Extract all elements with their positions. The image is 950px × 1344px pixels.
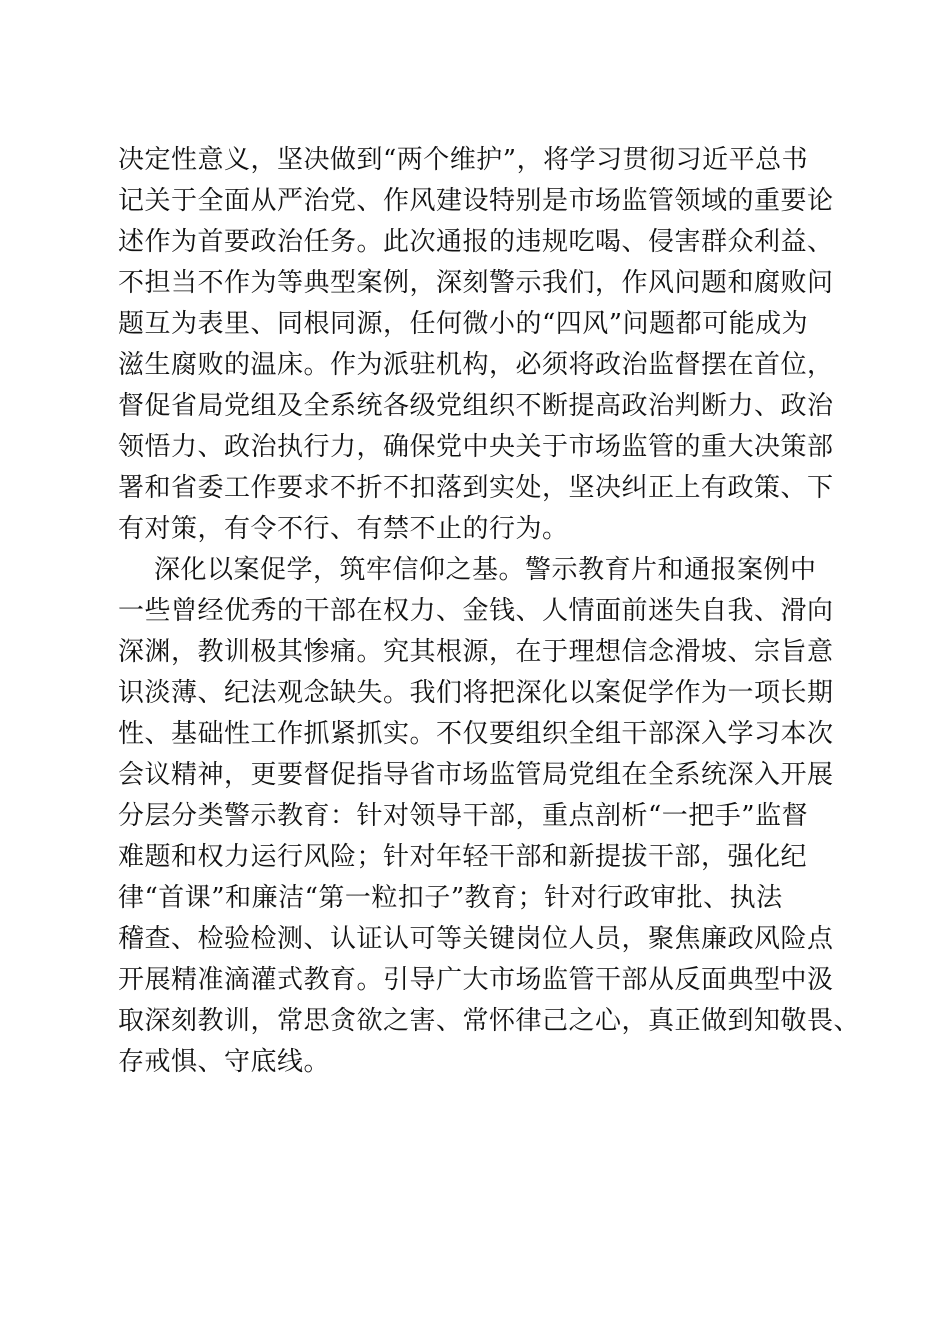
- paragraph-line: 署和省委工作要求不折不扣落到实处，坚决纠正上有政策、下: [118, 473, 834, 503]
- paragraph-1: [118, 140, 838, 550]
- paragraph-2: [118, 550, 861, 1083]
- paragraph-line: 有对策，有令不行、有禁不止的行为。: [118, 514, 569, 544]
- paragraph-line: 不担当不作为等典型案例，深刻警示我们，作风问题和腐败问: [118, 268, 834, 298]
- paragraph-line: 开展精准滴灌式教育。引导广大市场监管干部从反面典型中汲: [118, 965, 834, 995]
- paragraph-line: 性、基础性工作抓紧抓实。不仅要组织全组干部深入学习本次: [118, 719, 834, 749]
- document-body: [118, 140, 861, 1083]
- paragraph-line: 记关于全面从严治党、作风建设特别是市场监管领域的重要论: [118, 186, 834, 216]
- paragraph-line: 深渊，教训极其惨痛。究其根源，在于理想信念滑坡、宗旨意: [118, 637, 834, 667]
- paragraph-line: 领悟力、政治执行力，确保党中央关于市场监管的重大决策部: [118, 432, 834, 462]
- paragraph-line: 律“首课”和廉洁“第一粒扣子”教育；针对行政审批、执法: [118, 883, 783, 913]
- paragraph-line: 稽查、检验检测、认证认可等关键岗位人员，聚焦廉政风险点: [118, 924, 834, 954]
- paragraph-line: 题互为表里、同根同源，任何微小的“四风”问题都可能成为: [118, 309, 809, 339]
- paragraph-line: 识淡薄、纪法观念缺失。我们将把深化以案促学作为一项长期: [118, 678, 834, 708]
- paragraph-line: 滋生腐败的温床。作为派驻机构，必须将政治监督摆在首位，: [118, 350, 834, 380]
- paragraph-line: 决定性意义，坚决做到“两个维护”，将学习贯彻习近平总书: [118, 145, 809, 175]
- paragraph-line: 会议精神，更要督促指导省市场监管局党组在全系统深入开展: [118, 760, 834, 790]
- paragraph-line: 存戒惧、守底线。: [118, 1047, 331, 1077]
- paragraph-line: 难题和权力运行风险；针对年轻干部和新提拔干部，强化纪: [118, 842, 808, 872]
- paragraph-line: 述作为首要政治任务。此次通报的违规吃喝、侵害群众利益、: [118, 227, 834, 257]
- paragraph-line: 取深刻教训，常思贪欲之害、常怀律己之心，真正做到知敬畏、: [118, 1006, 861, 1036]
- paragraph-line: 一些曾经优秀的干部在权力、金钱、人情面前迷失自我、滑向: [118, 596, 834, 626]
- paragraph-line: 督促省局党组及全系统各级党组织不断提高政治判断力、政治: [118, 391, 834, 421]
- paragraph-line: 分层分类警示教育：针对领导干部，重点剖析“一把手”监督: [118, 801, 809, 831]
- paragraph-line: 深化以案促学，筑牢信仰之基。警示教育片和通报案例中: [154, 555, 817, 585]
